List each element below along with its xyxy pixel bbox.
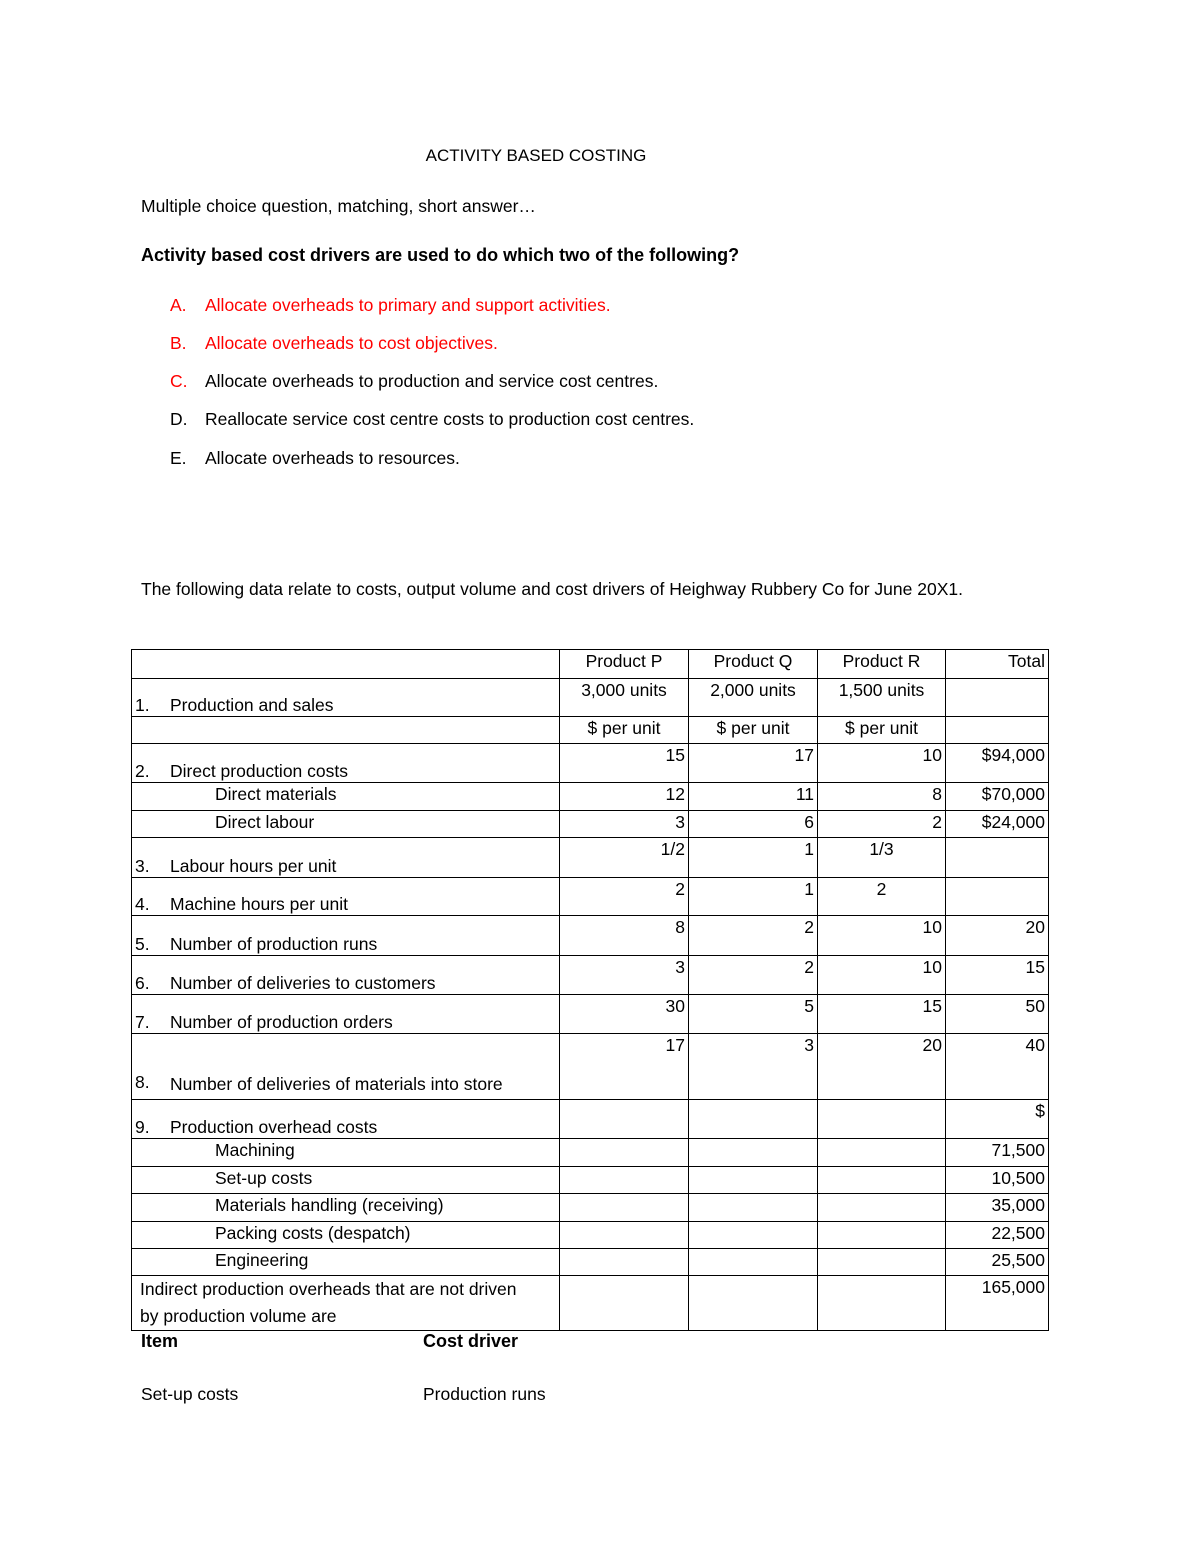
row-label: 8. Number of deliveries of materials into store xyxy=(132,1034,560,1100)
option-c xyxy=(141,371,658,392)
cell-r: 1,500 units xyxy=(818,679,946,717)
cell-p: 30 xyxy=(560,995,689,1034)
cell-q xyxy=(689,1100,818,1139)
subtitle: Multiple choice question, matching, short answer… xyxy=(141,196,536,216)
table-row xyxy=(132,1167,1049,1194)
option-text: Allocate overheads to cost objectives. xyxy=(205,333,498,353)
cell-r: 10 xyxy=(818,916,946,956)
cell-r xyxy=(818,1249,946,1276)
cell-total: $94,000 xyxy=(946,744,1049,783)
table-row xyxy=(132,995,1049,1034)
option-d xyxy=(141,409,694,430)
table-row xyxy=(132,811,1049,838)
row-label: Engineering xyxy=(132,1249,560,1276)
cell-r: 1/3 xyxy=(818,838,946,878)
cell-r: 8 xyxy=(818,783,946,811)
table-row xyxy=(132,1276,1049,1331)
cell-r: 15 xyxy=(818,995,946,1034)
cell-q: 17 xyxy=(689,744,818,783)
cell-total: 10,500 xyxy=(946,1167,1049,1194)
row-label: 1. Production and sales xyxy=(132,679,560,717)
cell-total: 71,500 xyxy=(946,1139,1049,1167)
cell-p: 2 xyxy=(560,878,689,916)
cell-p: 3 xyxy=(560,811,689,838)
cell-r: 10 xyxy=(818,744,946,783)
cell-q xyxy=(689,1139,818,1167)
cell-q: 3 xyxy=(689,1034,818,1100)
cell-q: 1 xyxy=(689,878,818,916)
cell-r xyxy=(818,1167,946,1194)
option-letter: A. xyxy=(170,295,187,315)
cell-r: $ per unit xyxy=(818,717,946,744)
cell-total: 20 xyxy=(946,916,1049,956)
cell-total: 22,500 xyxy=(946,1222,1049,1249)
cell-total: 15 xyxy=(946,956,1049,995)
cell-p: $ per unit xyxy=(560,717,689,744)
cell-q xyxy=(689,1276,818,1331)
cell-r: 2 xyxy=(818,811,946,838)
option-letter: B. xyxy=(170,333,187,353)
table-row xyxy=(132,1194,1049,1222)
cell-p: 17 xyxy=(560,1034,689,1100)
cell-r xyxy=(818,1276,946,1331)
table-row xyxy=(132,744,1049,783)
page-title: ACTIVITY BASED COSTING xyxy=(425,146,647,165)
option-text: Allocate overheads to primary and support activities. xyxy=(205,295,611,315)
item-value: Set-up costs xyxy=(141,1384,239,1404)
cell-r xyxy=(818,1222,946,1249)
cell-q: 11 xyxy=(689,783,818,811)
row-label: Direct materials xyxy=(132,783,560,811)
row-label: 4. Machine hours per unit xyxy=(132,878,560,916)
cell-p xyxy=(560,1222,689,1249)
option-letter: D. xyxy=(170,409,188,429)
header-product-q: Product Q xyxy=(689,650,818,679)
option-text: Allocate overheads to production and service cost centres. xyxy=(205,371,659,391)
cell-p: 8 xyxy=(560,916,689,956)
cell-total: 165,000 xyxy=(946,1276,1049,1331)
header-product-r: Product R xyxy=(818,650,946,679)
option-b xyxy=(141,333,498,354)
table-row xyxy=(132,1139,1049,1167)
table-row xyxy=(132,1222,1049,1249)
table-row xyxy=(132,916,1049,956)
cell-q: 2,000 units xyxy=(689,679,818,717)
cell-total: $70,000 xyxy=(946,783,1049,811)
table-row xyxy=(132,783,1049,811)
option-text: Allocate overheads to resources. xyxy=(205,448,460,468)
table-row xyxy=(132,878,1049,916)
cell-p: 15 xyxy=(560,744,689,783)
row-label: Indirect production overheads that are not driven by production volume are xyxy=(132,1276,560,1331)
row-label: 2. Direct production costs xyxy=(132,744,560,783)
cell-q: 5 xyxy=(689,995,818,1034)
table-row xyxy=(132,717,1049,744)
cell-total: 40 xyxy=(946,1034,1049,1100)
cell-q xyxy=(689,1167,818,1194)
cell-q xyxy=(689,1222,818,1249)
cell-p: 12 xyxy=(560,783,689,811)
option-letter: E. xyxy=(170,448,187,468)
cell-r xyxy=(818,1100,946,1139)
header-total: Total xyxy=(946,650,1049,679)
cell-p xyxy=(560,1276,689,1331)
table-row xyxy=(132,838,1049,878)
question: Activity based cost drivers are used to do which two of the following? xyxy=(141,245,740,265)
cell-r xyxy=(818,1139,946,1167)
cell-p xyxy=(560,1194,689,1222)
cell-p: 3 xyxy=(560,956,689,995)
intro-paragraph: The following data relate to costs, output volume and cost drivers of Heighway Rubbery Co for June 20X1. xyxy=(141,579,963,599)
table-row xyxy=(132,1249,1049,1276)
cell-r: 2 xyxy=(818,878,946,916)
cell-p xyxy=(560,1100,689,1139)
header-row xyxy=(132,650,1049,679)
cell-total: 50 xyxy=(946,995,1049,1034)
cell-total: 25,500 xyxy=(946,1249,1049,1276)
cell-q xyxy=(689,1249,818,1276)
option-letter: C. xyxy=(170,371,188,391)
table-row xyxy=(132,679,1049,717)
row-label: 6. Number of deliveries to customers xyxy=(132,956,560,995)
cost-data-table xyxy=(131,649,1049,1331)
cell-q xyxy=(689,1194,818,1222)
option-e xyxy=(141,448,460,469)
cell-q: $ per unit xyxy=(689,717,818,744)
cell-q: 1 xyxy=(689,838,818,878)
cost-driver-value: Production runs xyxy=(423,1384,546,1404)
cost-driver-header: Cost driver xyxy=(423,1331,519,1351)
row-label: Materials handling (receiving) xyxy=(132,1194,560,1222)
row-label: 5. Number of production runs xyxy=(132,916,560,956)
header-blank xyxy=(132,650,560,679)
row-label: Machining xyxy=(132,1139,560,1167)
table-row xyxy=(132,1034,1049,1100)
cell-r xyxy=(818,1194,946,1222)
cell-p: 1/2 xyxy=(560,838,689,878)
table-row xyxy=(132,1100,1049,1139)
cell-q: 6 xyxy=(689,811,818,838)
option-a xyxy=(141,295,611,316)
row-label: Direct labour xyxy=(132,811,560,838)
cell-total: $ xyxy=(946,1100,1049,1139)
cell-p xyxy=(560,1167,689,1194)
row-label: 3. Labour hours per unit xyxy=(132,838,560,878)
cell-total xyxy=(946,717,1049,744)
option-text: Reallocate service cost centre costs to production cost centres. xyxy=(205,409,695,429)
cell-total xyxy=(946,679,1049,717)
table-row xyxy=(132,956,1049,995)
cell-r: 20 xyxy=(818,1034,946,1100)
row-label xyxy=(132,717,560,744)
header-product-p: Product P xyxy=(560,650,689,679)
cell-p: 3,000 units xyxy=(560,679,689,717)
row-label: 7. Number of production orders xyxy=(132,995,560,1034)
row-label: Set-up costs xyxy=(132,1167,560,1194)
cell-q: 2 xyxy=(689,916,818,956)
cell-total xyxy=(946,838,1049,878)
row-label: Packing costs (despatch) xyxy=(132,1222,560,1249)
row-label: 9. Production overhead costs xyxy=(132,1100,560,1139)
cell-total: 35,000 xyxy=(946,1194,1049,1222)
cell-total xyxy=(946,878,1049,916)
cell-r: 10 xyxy=(818,956,946,995)
cell-total: $24,000 xyxy=(946,811,1049,838)
cell-q: 2 xyxy=(689,956,818,995)
item-header: Item xyxy=(141,1331,179,1351)
cell-p xyxy=(560,1139,689,1167)
cell-p xyxy=(560,1249,689,1276)
